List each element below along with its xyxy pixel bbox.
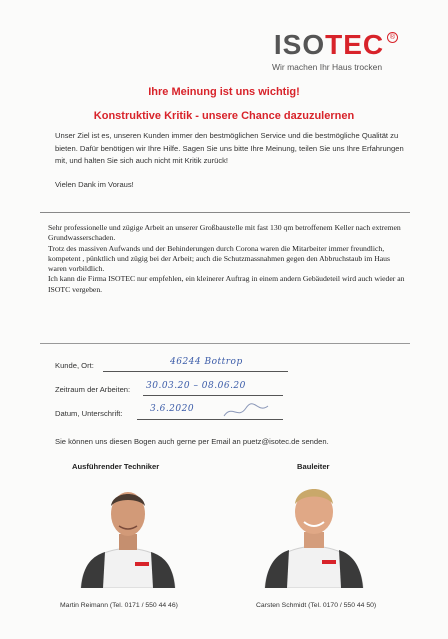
logo-wordmark: [272, 30, 386, 60]
thanks-text: Vielen Dank im Voraus!: [55, 180, 134, 189]
date-value: 3.6.2020: [150, 404, 195, 414]
logo-tec-text: TEC: [325, 29, 385, 60]
signature-scribble: [222, 400, 272, 422]
technician-caption: Martin Reimann (Tel. 0171 / 550 44 46): [60, 602, 178, 609]
technician-role: Ausführender Techniker: [72, 462, 160, 471]
period-label: Zeitraum der Arbeiten:: [55, 385, 131, 394]
email-note: Sie können uns diesen Bogen auch gerne per Email an puetz@isotec.de senden.: [55, 437, 329, 446]
page-heading: Ihre Meinung ist uns wichtig!: [148, 86, 300, 98]
intro-paragraph: Unser Ziel ist es, unseren Kunden immer den bestmöglichen Service und die bestmögliche Qualität zu bieten. Dafür benötigen wir Ihre Hilfe. Sagen Sie uns bitte Ihre Meinung, teilen Sie uns Ihre Erfahrungen mit, und halten Sie sich auch nicht mit Kritik zurück!: [55, 131, 404, 165]
logo-iso-text: ISO: [273, 29, 326, 60]
logo-tagline: Wir machen Ihr Haus trocken: [272, 62, 383, 72]
registered-mark-icon: ®: [387, 32, 398, 43]
period-underline: [143, 395, 283, 396]
site-manager-caption: Carsten Schmidt (Tel. 0170 / 550 44 50): [256, 602, 377, 609]
period-value: 30.03.20 – 08.06.20: [146, 381, 246, 391]
customer-underline: [103, 371, 288, 372]
date-label: Datum, Unterschrift:: [55, 409, 123, 418]
feedback-text: Sehr professionelle und zügige Arbeit an unserer Großbaustelle mit fast 130 qm betroffenem Keller nach extremen Grundwasserschaden. Trotz des massiven Aufwands und der Behinderungen durch Corona waren die Mitarbeiter immer freundlich, kompetent , pünktlich und zügig bei der Arbeit; auch die Schutzmassnahmen gegen den Abbruchstaub im Haus waren vorbildlich. Ich kann die Firma ISOTEC nur empfehlen, ein kleinerer Auftrag in einem andern Gebäudeteil wird auch wieder an ISOTC vergeben.: [48, 223, 405, 294]
technician-photo: [73, 478, 183, 588]
customer-label: Kunde, Ort:: [55, 361, 94, 370]
customer-value: 46244 Bottrop: [170, 357, 243, 367]
site-manager-role: Bauleiter: [297, 462, 330, 471]
page-subheading: Konstruktive Kritik - unsere Chance dazuzulernen: [93, 110, 355, 122]
isotec-logo: [272, 30, 402, 86]
site-manager-photo: [259, 478, 369, 588]
